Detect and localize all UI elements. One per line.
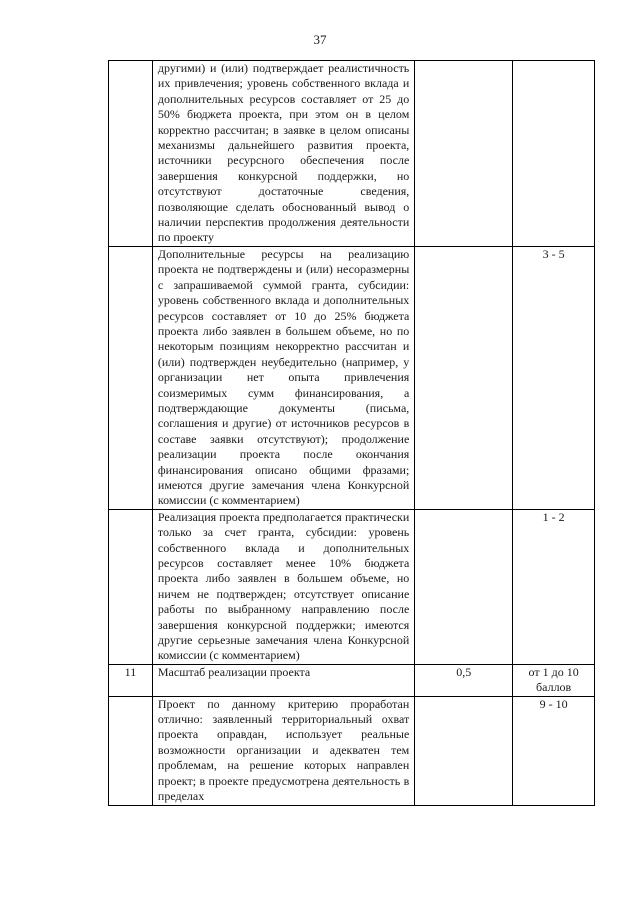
criterion-weight bbox=[415, 246, 513, 509]
criterion-text: другими) и (или) подтверждает реалистичность их привлечения; уровень собственного вклада и дополнительных ресурсов составляет от 25 до 50% бюджета проекта, при этом он в целом корректно рассчитан; в заявке в целом описаны механизмы дальнейшего развития проекта, источники ресурсного обеспечения после завершения конкурсной поддержки, но отсутствуют достаточные сведения, позволяющие сделать обоснованный вывод о наличии перспектив продолжения деятельности по проекту bbox=[157, 61, 410, 245]
criteria-table bbox=[108, 60, 595, 806]
table-row bbox=[109, 509, 595, 664]
criterion-score bbox=[513, 61, 595, 247]
table-row bbox=[109, 246, 595, 509]
criterion-description bbox=[152, 509, 414, 664]
criterion-text: Масштаб реализации проекта bbox=[157, 664, 311, 679]
page-number: 37 bbox=[313, 32, 327, 47]
criterion-number: 11 bbox=[109, 664, 153, 696]
criterion-number bbox=[109, 696, 153, 805]
table-row bbox=[109, 664, 595, 696]
criterion-score: 9 - 10 bbox=[513, 696, 595, 805]
criterion-score: 1 - 2 bbox=[513, 509, 595, 664]
criterion-text: Реализация проекта предполагается практически только за счет гранта, субсидии: уровень собственного вклада и дополнительных ресурсов составляет менее 10% бюджета проекта либо заявлен в большем объеме, но ничем не подтвержден; отсутствует описание работы по выбранному направлению после завершения конкурсной поддержки; имеются другие серьезные замечания члена Конкурсной комиссии (с комментарием) bbox=[157, 509, 410, 663]
criterion-text: Проект по данному критерию проработан отлично: заявленный территориальный охват проекта оправдан, использует реальные возможности организации и адекватен тем проблемам, на решение которых направлен проект; в проекте предусмотрена деятельность в пределах bbox=[157, 696, 410, 804]
table-row bbox=[109, 61, 595, 247]
criterion-description bbox=[152, 696, 414, 805]
criterion-description bbox=[152, 246, 414, 509]
table-row bbox=[109, 696, 595, 805]
criterion-description bbox=[152, 61, 414, 247]
criterion-weight: 0,5 bbox=[415, 664, 513, 696]
criterion-weight bbox=[415, 61, 513, 247]
criterion-score: 3 - 5 bbox=[513, 246, 595, 509]
criterion-number bbox=[109, 246, 153, 509]
criterion-weight bbox=[415, 696, 513, 805]
criterion-number bbox=[109, 509, 153, 664]
criterion-description bbox=[152, 664, 414, 696]
criterion-weight bbox=[415, 509, 513, 664]
criterion-score: от 1 до 10 баллов bbox=[513, 664, 595, 696]
criterion-text: Дополнительные ресурсы на реализацию проекта не подтверждены и (или) несоразмерны с запрашиваемой суммой гранта, субсидии: уровень собственного вклада и дополнительных ресурсов составляет от 10 до 25% бюджета проекта либо заявлен в большем объеме, но по некоторым позициям некорректно рассчитан и (или) подтвержден неубедительно (например, у организации нет опыта привлечения соизмеримых сумм финансирования, а подтверждающие документы (письма, соглашения и другие) от источников ресурсов в составе заявки отсутствуют); продолжение реализации проекта после окончания финансирования описано общими фразами; имеются другие замечания члена Конкурсной комиссии (с комментарием) bbox=[157, 246, 410, 508]
criterion-number bbox=[109, 61, 153, 247]
